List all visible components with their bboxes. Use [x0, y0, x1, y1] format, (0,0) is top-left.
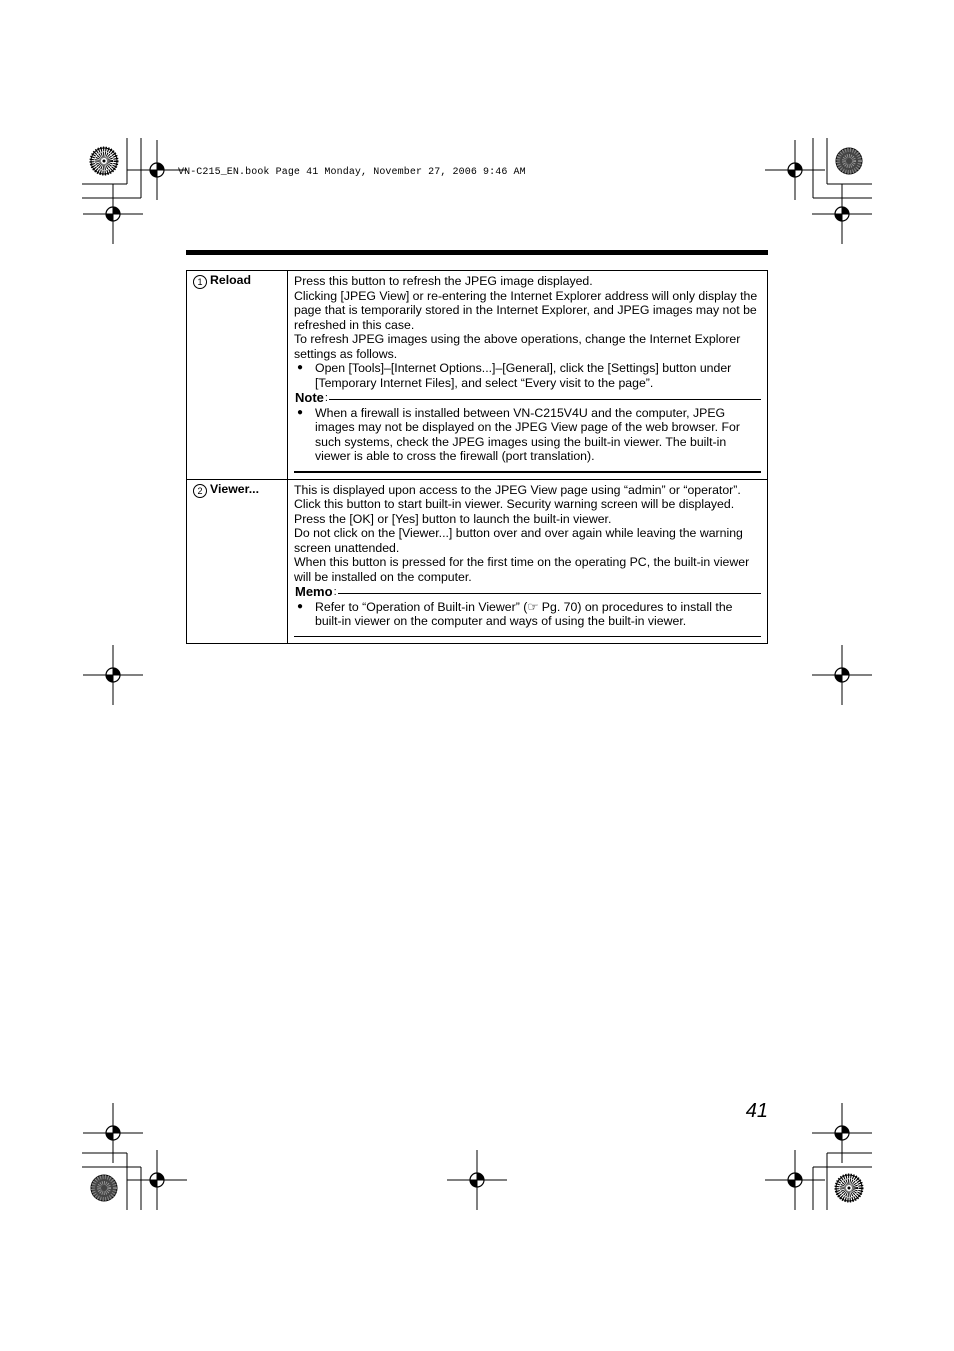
note-end-rule — [294, 471, 761, 473]
bullet-icon: ● — [297, 600, 304, 612]
memo-text-start: Refer to “Operation of Built-in Viewer” ( — [315, 599, 528, 614]
memo-end-rule — [294, 636, 761, 637]
note-heading — [294, 391, 761, 406]
table-row-reload — [187, 271, 768, 480]
description-paragraph: Press this button to refresh the JPEG image displayed. — [294, 274, 593, 288]
description-paragraph: Clicking [JPEG View] or re-entering the Internet Explorer address will only display the page that is temporarily stored in the Internet Explorer, and JPEG images may not be refreshed in this case. — [294, 288, 758, 332]
description-paragraph: Click this button to start built-in viewer. Security warning screen will be displayed. Press the [OK] or [Yes] button to launch the built-in viewer. — [294, 497, 735, 526]
book-info-header: VN-C215_EN.book Page 41 Monday, November 27, 2006 9:46 AM — [178, 167, 526, 178]
list-item — [294, 600, 761, 629]
top-rule-bar — [186, 250, 768, 255]
memo-colon: : — [333, 586, 337, 598]
note-rule — [329, 399, 761, 400]
bullet-icon: ● — [297, 362, 304, 373]
memo-heading — [294, 585, 761, 600]
description-paragraph: When this button is pressed for the first time on the operating PC, the built-in viewer will be installed on the computer. — [294, 555, 750, 584]
description-paragraph: This is displayed upon access to the JPEG View page using “admin” or “operator”. — [294, 482, 741, 497]
circled-number: 1 — [193, 275, 207, 289]
row-label-cell — [187, 479, 288, 643]
note-colon: : — [324, 392, 328, 404]
memo-title: Memo — [295, 584, 333, 599]
row-description-cell — [288, 271, 768, 480]
list-item-text: Open [Tools]–[Internet Options...]–[General], click the [Settings] button under [Temporary Internet Files], and select “Every visit to the page”. — [315, 361, 732, 390]
note-text: When a firewall is installed between VN-C215V4U and the computer, JPEG images may not be displayed on the JPEG View page of the web browser. For such systems, check the JPEG images using the built-in viewer. The built-in viewer is able to cross the firewall (port translation). — [315, 405, 740, 463]
button-description-table — [186, 270, 768, 644]
list-item — [294, 361, 761, 390]
memo-rule — [338, 593, 761, 594]
page-number: 41 — [745, 1100, 768, 1122]
bullet-icon: ● — [297, 406, 304, 418]
row-label: Viewer... — [210, 481, 259, 496]
circled-number: 2 — [193, 484, 207, 498]
table-row-viewer — [187, 479, 768, 643]
description-paragraph: Do not click on the [Viewer...] button over and over again while leaving the warning screen unattended. — [294, 526, 743, 555]
description-paragraph: To refresh JPEG images using the above operations, change the Internet Explorer settings as follows. — [294, 332, 741, 361]
row-label-cell — [187, 271, 288, 480]
row-label: Reload — [210, 273, 251, 287]
pointing-hand-icon: ☞ — [527, 599, 539, 614]
list-item — [294, 406, 761, 464]
row-description-cell — [288, 479, 768, 643]
memo-text — [315, 600, 761, 629]
memo-text-end: Pg. 70) on procedures to install the built-in viewer on the computer and ways of using the built-in viewer. — [315, 599, 733, 628]
note-title: Note — [295, 390, 324, 405]
